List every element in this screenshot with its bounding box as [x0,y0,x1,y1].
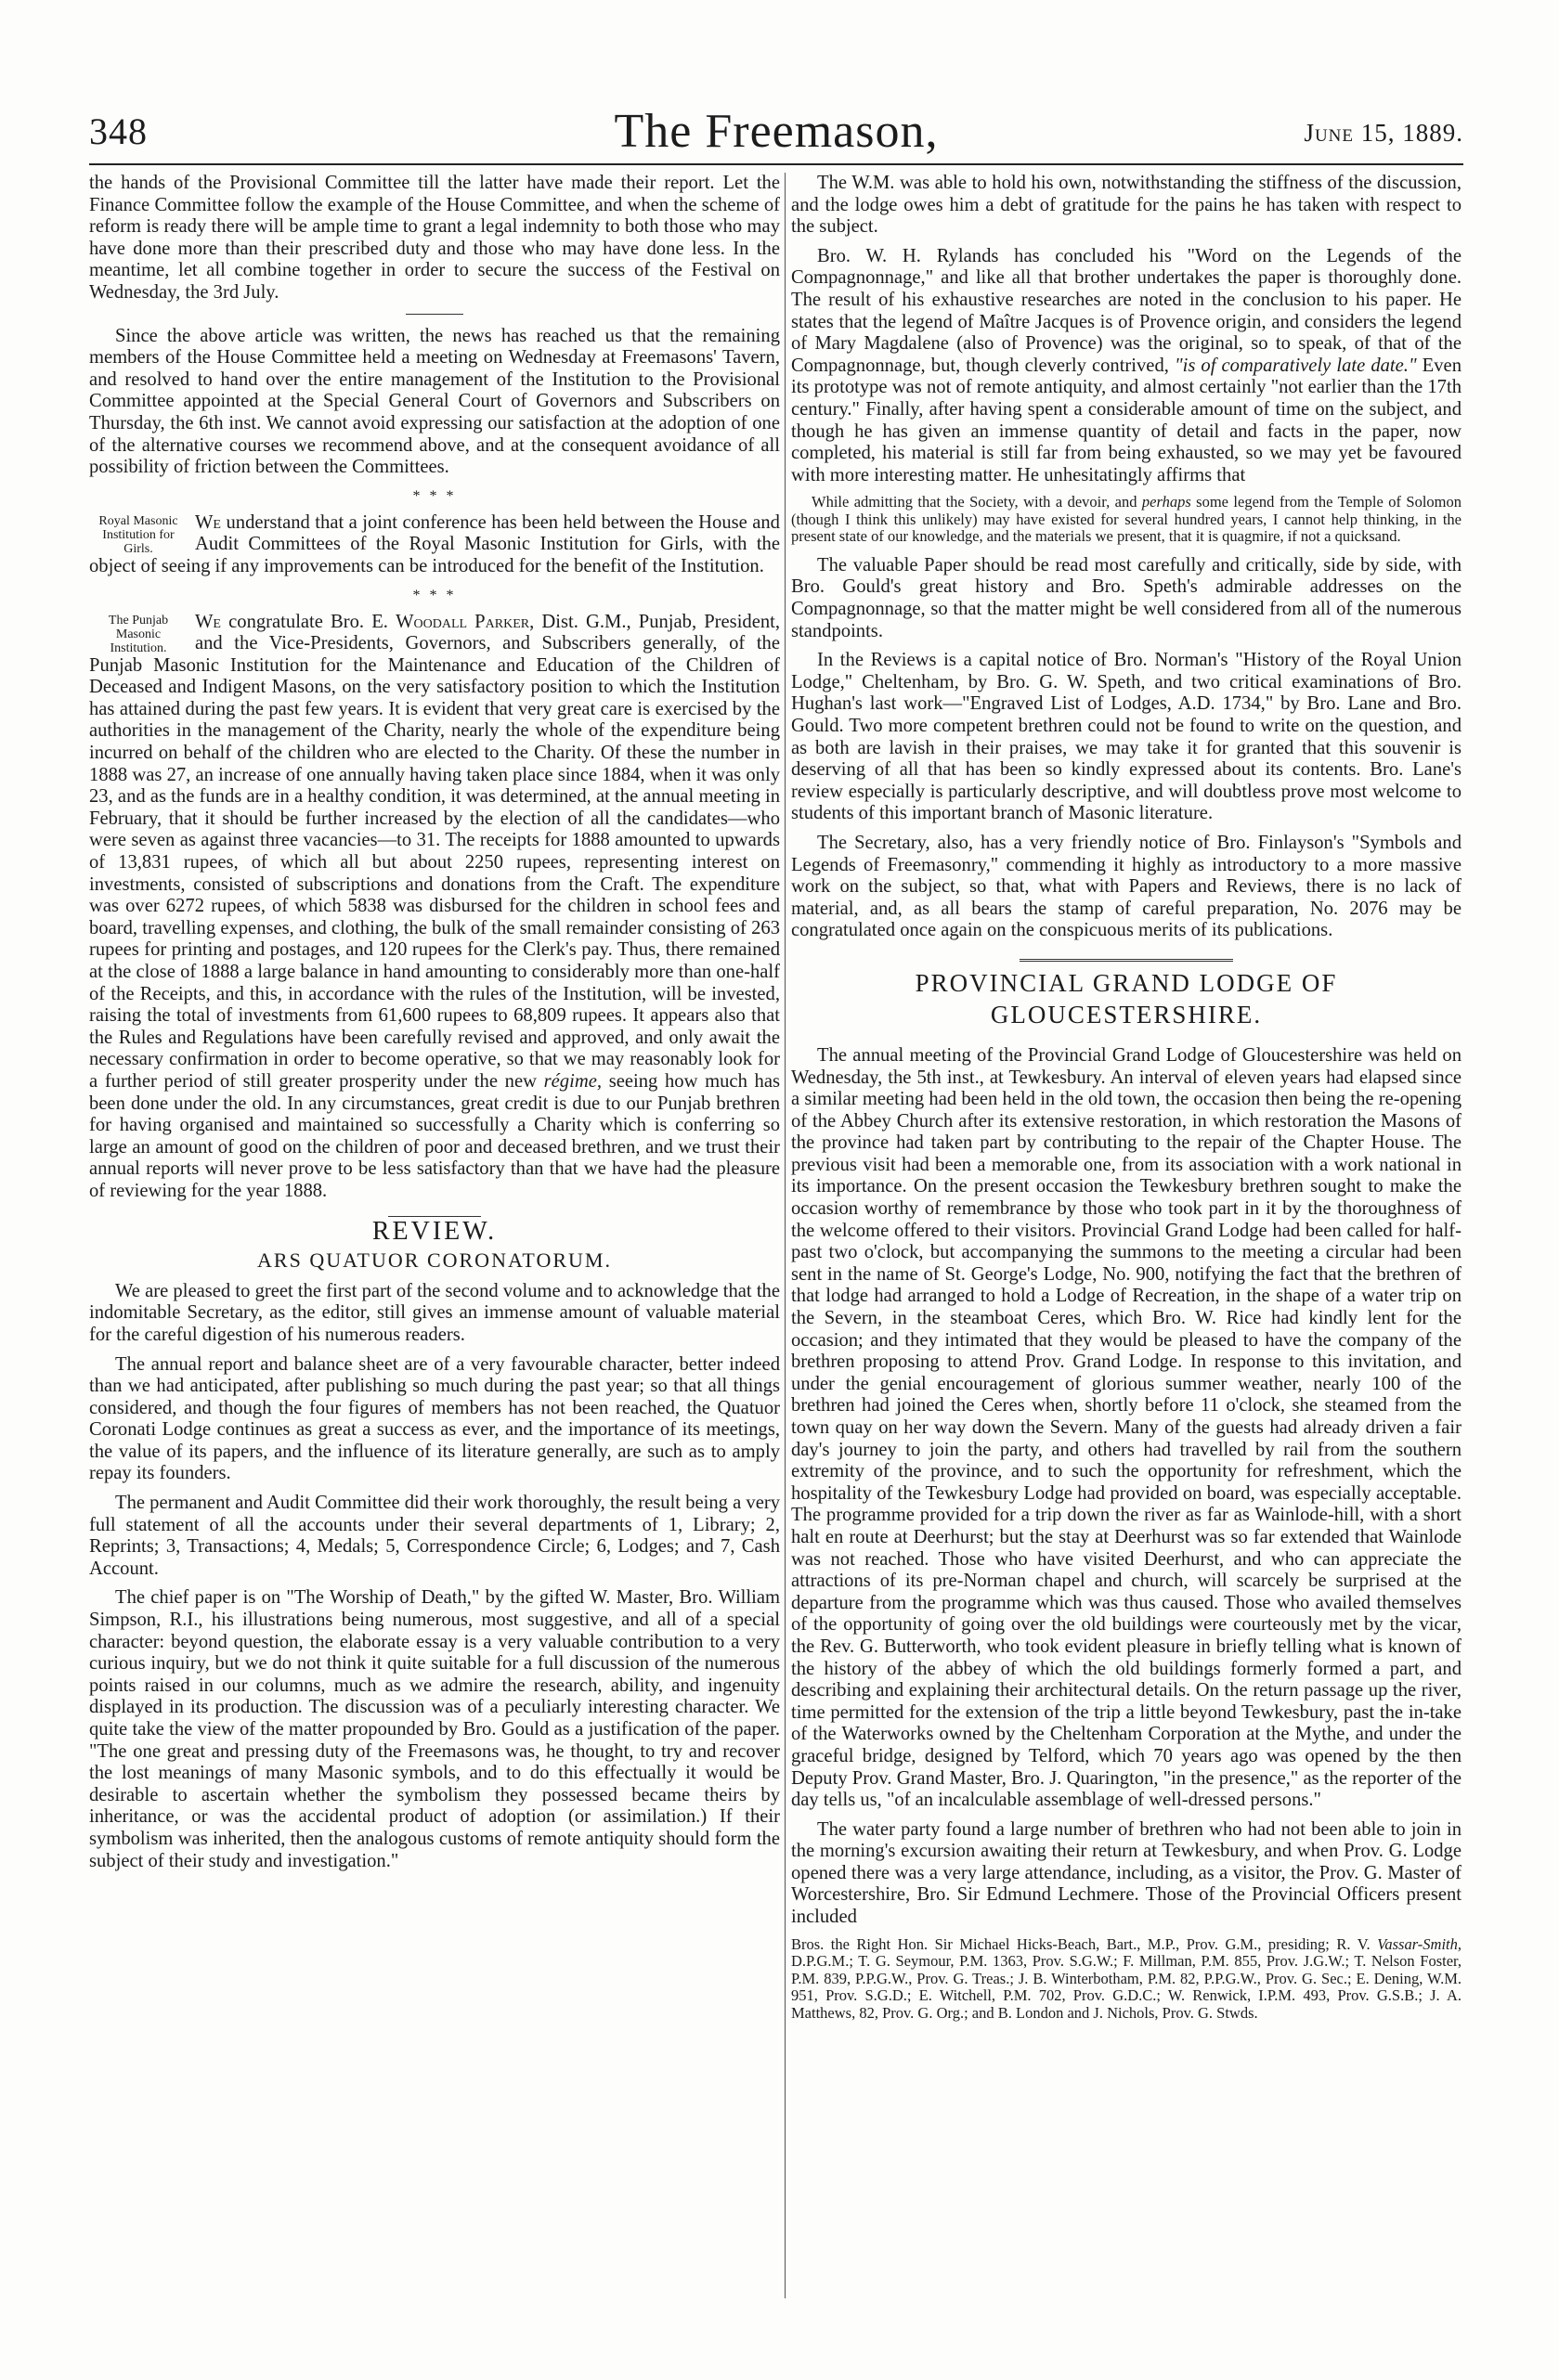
sidehead-punjab-institution: The Punjab Masonic Institution. [108,613,169,655]
paragraph-text: Dist. G.M., Punjab, President, and the Vice-Presidents, Governors, and Subscribers generally, of the Punjab Masonic Institution for the Maintenance and Education of the Children of Deceased and Indigent Masons, on the very satisfactory position to which the Institution has attained during the past few years. It is evident that very great care is exercised by the authorities in the management of the Charity, nearly the whole of the expenditure being incurred on behalf of the children who are elected to the Charity. Of these the number in 1888 was 27, an increase of one annually having taken place since 1884, when it was only 23, and as the funds are in a healthy condition, it was determined, at the annual meeting in February, that it should be further increased by the election of all the candidates—who were seven as against three vacancies—to 31. The receipts for 1888 amounted to upwards of 13,831 rupees, of which all but about 2250 rupees, representing interest on investments, consisted of subscriptions and donations from the Craft. The expenditure was over 6272 rupees, of which 5838 was disbursed for the children in school fees and board, travelling expenses, and clothing, the bulk of the small remainder consisting of 263 rupees for printing and postages, and 120 rupees for the Clerk's pay. Thus, there remained at the close of 1888 a large balance in hand amounting to considerably more than one-half of the Receipts, and this, in accordance with the rules of the Institution, will be invested, raising the total of investments from 61,600 rupees to 68,809 rupees. It appears also that the Rules and Regulations have been carefully revised and approved, and only await the necessary confirmation in order to become operative, so that we may reasonably look for a further period of still greater prosperity under the new [89,611,781,1092]
newspaper-title: The Freemason, [614,105,939,158]
paragraph-text: seeing how much has been done under the old. In any circumstances, great credit is due to our Punjab brethren for having organised and maintained so successfully a Charity which is conferring so large an amount of good on the children of poor and deceased brethren, and we trust their annual reports will never prove to be less satisfactory than that we have had the pleasure of reviewing for the year 1888. [89,1070,781,1201]
italic-word: perhaps [1141,493,1191,511]
italic-name: Vassar-Smith, [1377,1934,1462,1953]
lead-word: We [195,611,221,632]
left-column [89,173,780,1880]
paragraph-text: Even its prototype was not of remote antiquity, and almost certainly "not earlier than the 17th century." Finally, after having spent a considerable amount of time on the subject, and though he has given an immense quantity of detail and facts in the paper, now completed, his material is still far from being exhausted, so we may yet be favoured with more interesting matter. He unhesitatingly affirms that [791,355,1462,485]
short-rule [406,314,463,315]
paragraph-reviews: In the Reviews is a capital notice of Bro. Norman's "History of the Royal Union Lodge," Cheltenham, by Bro. G. W. Speth, and two critical examinations of Bro. Hughan's last work—"Engraved List of Lodges, A.D. 1734," by Bro. Lane and Bro. Gould. Two more competent brethren could not be found to write on the question, and as both are lavish in their praises, we may take it for granted that this souvenir is deserving of all that has been so kindly expressed about its contents. Bro. Lane's review especially is particularly descriptive, and will doubtless prove most welcome to students of this important branch of Masonic literature. [791,650,1462,824]
page-number: 348 [89,110,148,152]
paragraph-annual-report: The annual report and balance sheet are of a very favourable character, better indeed than we had anticipated, after publishing so much during the past year; so that all things considered, and though the four figures of members has not been reached, the Quatuor Coronati Lodge continues as great a success as ever, and the importance of its meetings, the value of its papers, and the influence of its literature generally, are such as to amply repay its founders. [89,1353,780,1484]
issue-date: June 15, 1889. [1304,119,1463,147]
block-quote [791,494,1462,546]
paragraph-annual-meeting: The annual meeting of the Provincial Grand Lodge of Gloucestershire was held on Wednesday, the 5th inst., at Tewkesbury. An interval of eleven years had elapsed since a similar meeting had been held in the old town, the occasion then being the re-opening of the Abbey Church after its extensive restoration, in which restoration the Masons of the province had taken part by contributing to the repair of the Chapter House. The previous visit had been a memorable one, from its association with a work national in its importance. On the present occasion the Tewkesbury brethren sought to make the occasion worthy of remembrance by those who took part in it by the thoroughness of the welcome offered to their visitors. Provincial Grand Lodge had been called for half-past two o'clock, but accompanying the summons to the meeting a circular had been sent in the name of St. George's Lodge, No. 900, notifying the fact that the brethren of that lodge had arranged to hold a Lodge of Recreation, in the shape of a water trip on the Severn, in the steamboat Ceres, which Bro. W. Rice had kindly lent for the occasion; and they intimated that they would be pleased to have the company of the brethren proposing to attend Prov. Grand Lodge. In response to this invitation, and under the genial encouragement of glorious summer weather, nearly 100 of the brethren had joined the Ceres when, shortly before 11 o'clock, she steamed from the town quay on her way down the Severn. Many of the guests had already driven a fair day's journey to join the party, and others had travelled by rail from the southern extremity of the province, and to such the opportunity for refreshment, which the hospitality of the Tewkesbury Lodge had provided on board, was especially acceptable. The programme provided for a trip down the river as far as Wainlode-hill, with a short halt en route at Deerhurst; but the stay at Deerhurst was so far extended that Wainlode was not reached. Those who have visited Deerhurst, and who can appreciate the attractions of its pre-Norman chapel and church, will scarcely be surprised at the departure from the programme which was thus caused. Those who availed themselves of the opportunity of going over the old buildings were courteously met by the vicar, the Rev. G. Butterworth, who took evident pleasure in briefly telling what is known of the history of the abbey of which the old buildings formerly formed a part, and describing and explaining their architectural details. On the return passage up the river, time permitted for the extension of the trip a little beyond Tewkesbury, past the in-take of the Waterworks owned by the Cheltenham Corporation at the Mythe, and under the graceful bridge, designed by Telford, which 70 years ago was opened by the then Deputy Prov. Grand Master, Bro. J. Quarington, "in the presence," as the reporter of the day tells us, "of an incalculable assemblage of well-dressed persons." [791,1044,1462,1811]
officers-list [791,1936,1462,2023]
paragraph-rylands [791,246,1462,487]
gloucestershire-heading: PROVINCIAL GRAND LODGE OF GLOUCESTERSHIRE. [915,968,1338,1028]
officers-text: D.P.G.M.; T. G. Seymour, P.M. 1363, Prov. S.G.W.; F. Millman, P.M. 855, Prov. J.G.W.; T. Nelson Foster, P.M. 839, P.P.G.W., Prov. G. Treas.; J. B. Winterbotham, P.M. 82, P.P.G.W., Prov. G. Sec.; E. Dening, W.M. 951, Prov. S.G.D.; E. Witchell, P.M. 702, Prov. G.D.C.; W. Renwick, I.P.M. 493, Prov. G.S.B.; J. A. Matthews, 82, Prov. G. Org.; and B. London and J. Nichols, Prov. G. Stwds. [791,1952,1462,2022]
paragraph-joint-conference [89,512,780,578]
paragraph-text: congratulate Bro. E. [228,611,388,632]
paragraph-valuable-paper: The valuable Paper should be read most carefully and critically, side by side, with Bro. Gould's great history and Bro. Speth's admirable addresses on the Compagnonnage, so that the matter might be well considered from all of the numerous standpoints. [791,554,1462,641]
quote-text: While admitting that the Society, with a devoir, and [812,493,1137,511]
paragraph-secretary: The Secretary, also, has a very friendly notice of Bro. Finlayson's "Symbols and Legends of Freemasonry," commending it highly as introductory to a more massive work on the subject, so that, what with Papers and Reviews, there is no lack of material, and, as all bears the stamp of careful preparation, No. 2076 may be congratulated once again on the conspicuous merits of its publications. [791,832,1462,941]
review-heading: REVIEW. [371,1216,498,1246]
paragraph-wm-discussion: The W.M. was able to hold his own, notwithstanding the stiffness of the discussion, and the lodge owes him a debt of gratitude for the pains he has taken with respect to the subject. [791,173,1462,238]
paragraph-provisional-committee: the hands of the Provisional Committee till the latter have made their report. Let the Finance Committee follow the example of the House Committee, and when the scheme of reform is ready there will be ample time to grant a legal indemnity to both those who may have done more than their prescribed duty and those who may have done less. In the meantime, let all combine together in order to secure the success of the Festival on Wednesday, the 3rd July. [89,173,780,303]
paragraph-committees: The permanent and Audit Committee did their work thoroughly, the result being a very full statement of all the accounts under their several departments of 1, Library; 2, Reprints; 3, Transactions; 4, Medals; 5, Correspondence Circle; 6, Lodges; and 7, Cash Account. [89,1493,780,1579]
double-rule [1020,959,1233,965]
paragraph-worship-of-death: The chief paper is on "The Worship of Death," by the gifted W. Master, Bro. William Simpson, R.I., his illustrations being numerous, most suggestive, and all of a special character: beyond question, the elaborate essay is a very valuable contribution to a very curious inquiry, but we do not think it quite suitable for a full discussion of the numerous points raised in our columns, much as we admire the research, ability, and ingenuity displayed in its production. The discussion was of a peculiarly interesting character. We quite take the view of the matter propounded by Bro. Gould as a justification of the paper. "The one great and pressing duty of the Freemasons was, he thought, to try and recover the lost meanings of many Masonic symbols, and to do this effectually it would be desirable to ascertain whether the symbolism they possessed became theirs by inheritance, or was the accidental product of adoption (or assimilation.) If their symbolism was inherited, then the analogous customs of remote antiquity should form the subject of their study and investigation." [89,1587,780,1871]
running-head [89,105,1463,158]
italic-quote: "is of comparatively late date." [1174,355,1417,376]
paragraph-water-party: The water party found a large number of brethren who had not been able to join in the morning's excursion awaiting their return at Tewkesbury, and when Prov. G. Lodge opened there was a very large attendance, including, as a visitor, the Prov. G. Master of Worcestershire, Bro. Sir Edmund Lechmere. Those of the Provincial Officers present included [791,1818,1462,1928]
paragraph-punjab [89,612,780,1203]
paragraph-text: Bro. W. H. Rylands has concluded his "Word on the Legends of the Compagnonnage," and like all that brother undertakes the paper is thoroughly done. The result of his exhaustive researches are noted in the conclusion to his paper. He states that the legend of Maître Jacques is of Provence origin, and considers the legend of Mary Magdalene (also of Provence) was the original, so to speak, of that of the Compagnonnage, but, though cleverly contrived, [791,245,1462,376]
sidehead-girls-institution: Royal Masonic Institution for Girls. [98,513,178,556]
right-column [791,173,1462,2029]
officers-text: Bros. the Right Hon. Sir Michael Hicks-Beach, Bart., M.P., Prov. G.M., presiding; R. V. [791,1934,1371,1953]
lead-word: We [195,511,221,533]
asterism: * * * [412,487,457,504]
italic-word: régime, [543,1070,602,1092]
paragraph-text: understand that a joint conference has been held between the House and Audit Committees of the Royal Masonic Institution for Girls, with the object of seeing if any improvements can be introduced for the benefit of the Institution. [89,511,780,576]
review-subheading: ARS QUATUOR CORONATORUM. [257,1248,612,1273]
asterism: * * * [412,587,457,603]
paragraph-review-intro: We are pleased to greet the first part of the second volume and to acknowledge that the indomitable Secretary, as the editor, still gives an immense amount of valuable material for the careful digestion of his numerous readers. [89,1280,780,1345]
person-name: Woodall Parker, [396,611,535,632]
quote-text: some legend from the Temple of Solomon (though I think this unlikely) may have existed for several hundred years, I cannot help thinking, in the present state of our knowledge, and the materials we present, that it is quagmire, if not a quicksand. [791,493,1462,546]
column-divider [785,173,786,2298]
paragraph-house-committee: Since the above article was written, the news has reached us that the remaining members of the House Committee held a meeting on Wednesday at Freemasons' Tavern, and resolved to hand over the entire management of the Institution to the Provisional Committee appointed at the Special General Court of Governors and Subscribers on Thursday, the 6th inst. We cannot avoid expressing our satisfaction at the adoption of one of the alternative courses we recommend above, and at the consequent avoidance of all possibility of friction between the Committees. [89,325,780,478]
header-rule [89,163,1463,165]
